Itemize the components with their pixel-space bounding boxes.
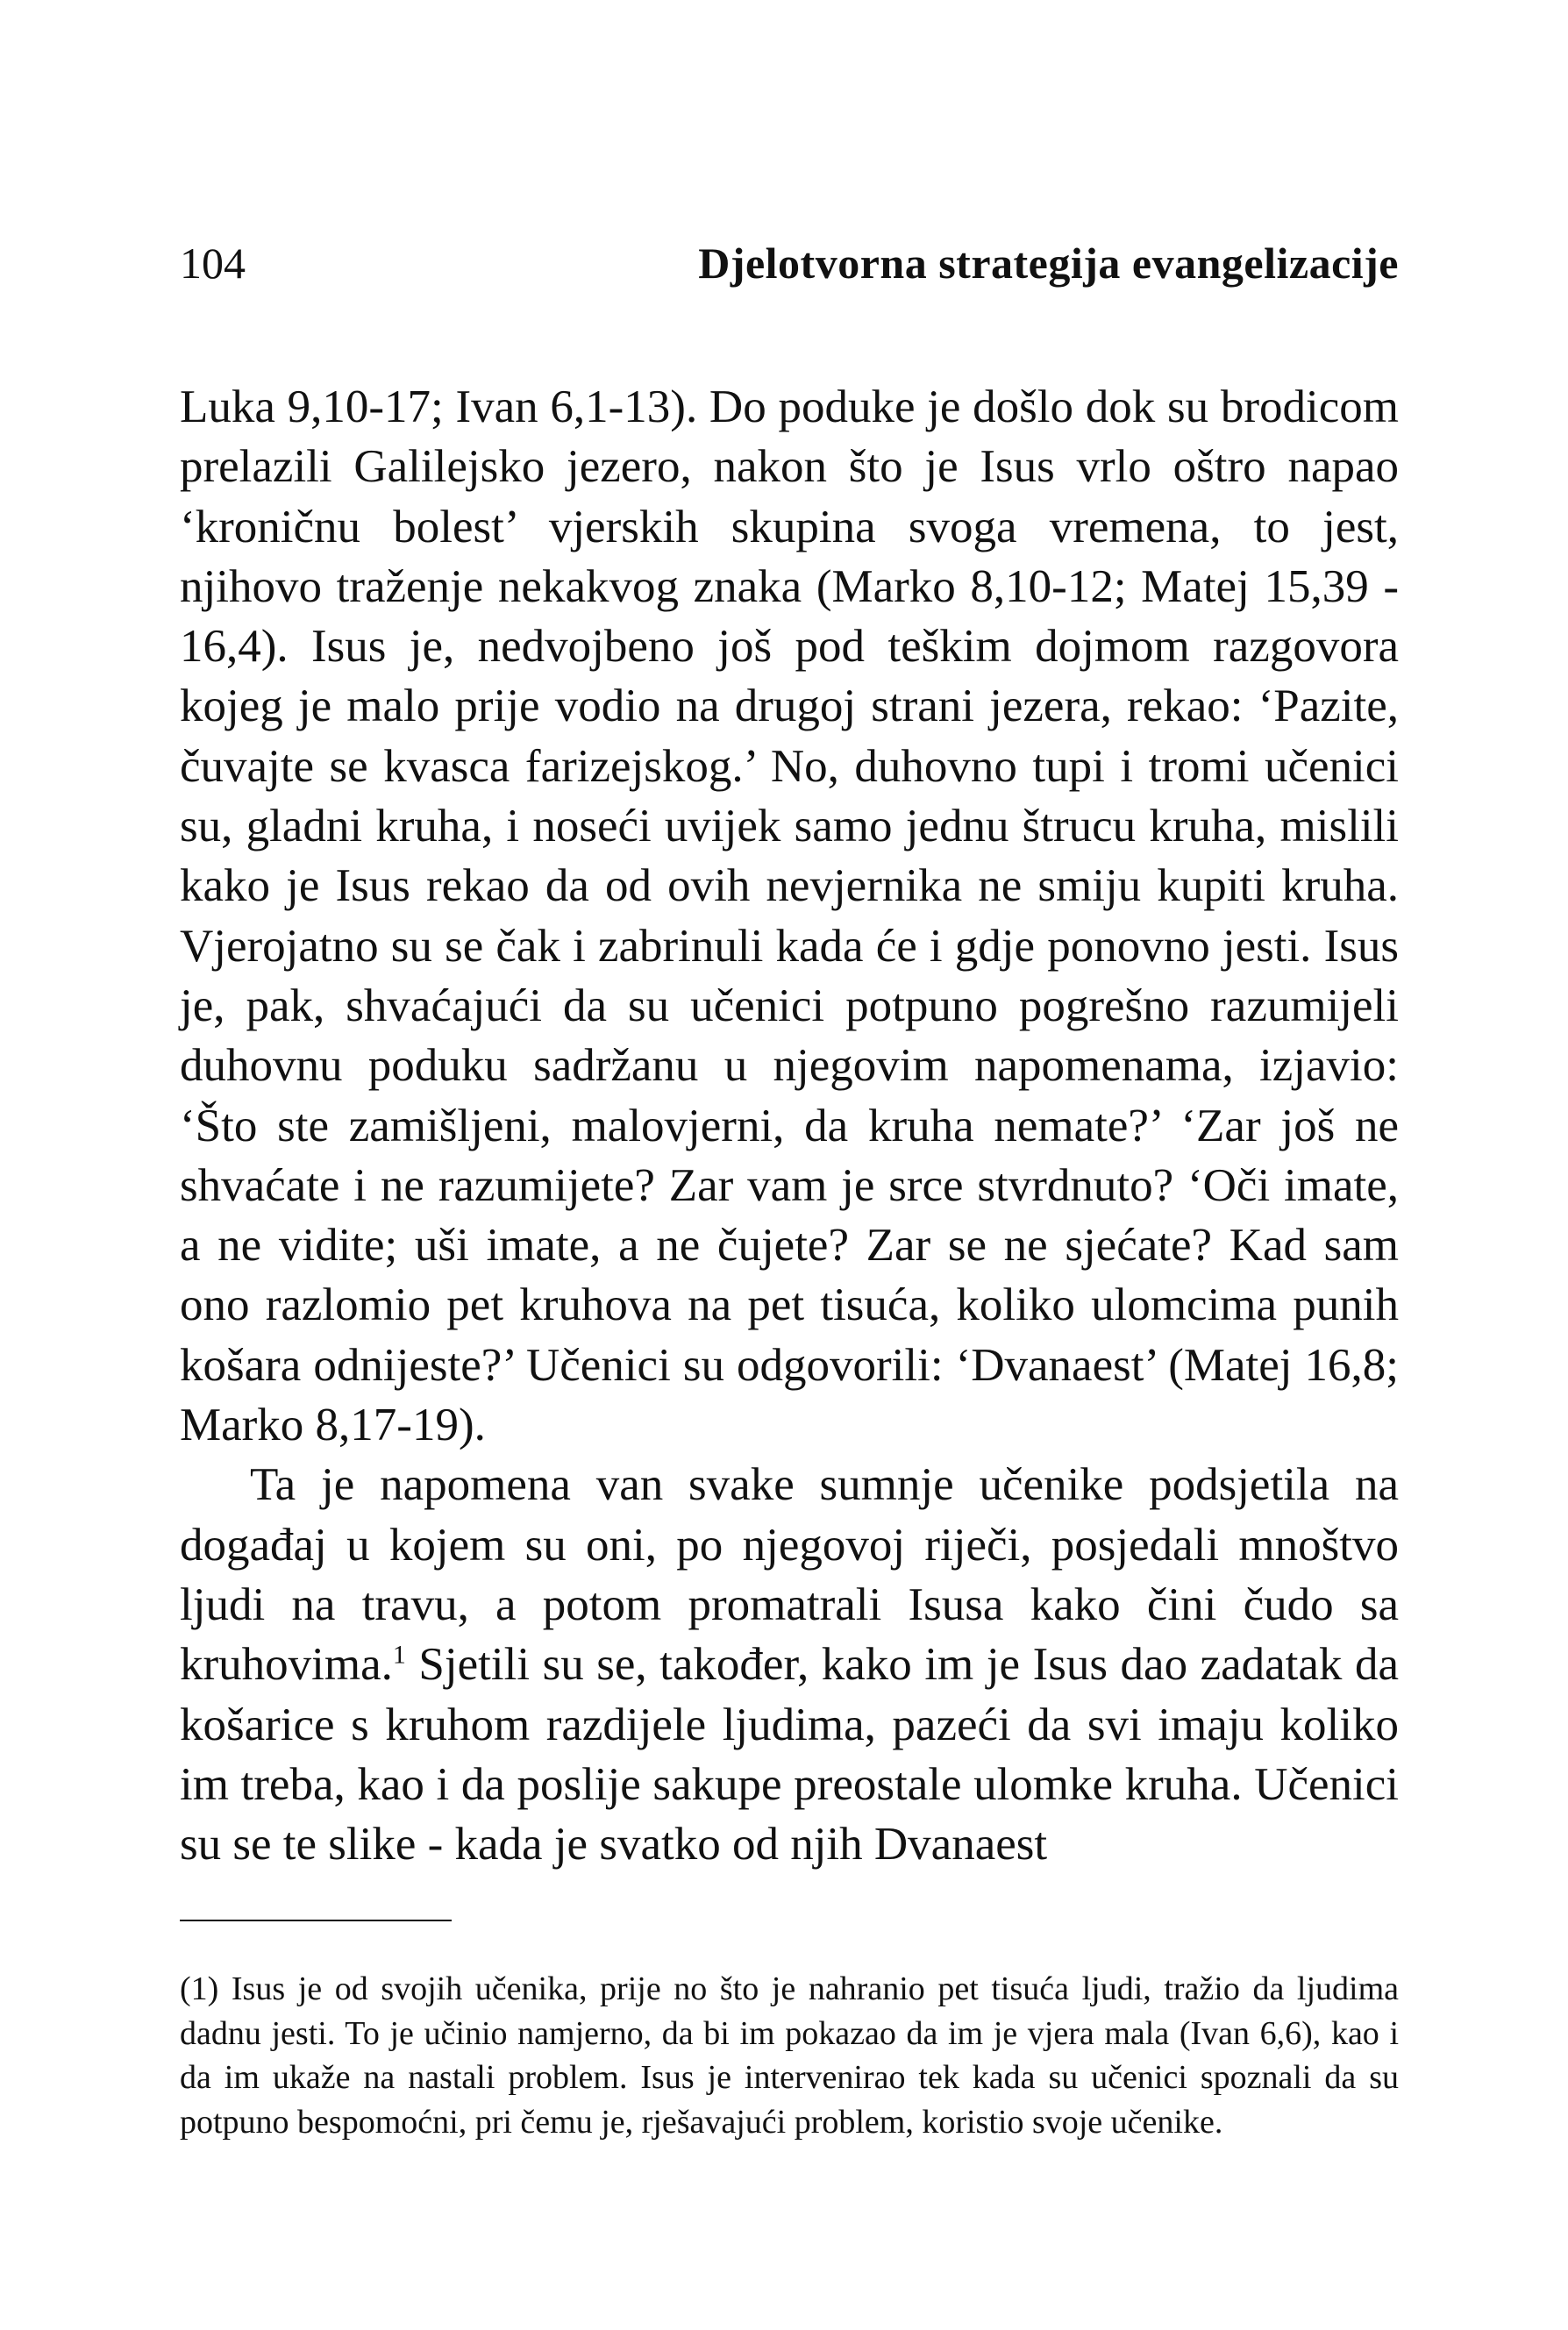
- footnote-reference[interactable]: 1: [392, 1640, 406, 1670]
- footnote-1: (1) Isus je od svojih učenika, prije no što je nahranio pet tisuća ljudi, tražio da ljudima dadnu jesti. To je učinio namjerno, da bi im pokazao da im je vjera mala (Ivan 6,6), kao i da im ukaže na nastali problem. Isus je intervenirao tek kada su učenici spoznali da su potpuno bespomoćni, pri čemu je, rješavajući problem, koristio svoje učenike.: [180, 1970, 1399, 2141]
- footnote-divider: [180, 1920, 452, 1921]
- running-title: Djelotvorna strategija evangelizacije: [698, 239, 1399, 288]
- body-text: [180, 377, 1399, 1874]
- paragraph-1: Luka 9,10-17; Ivan 6,1-13). Do poduke je došlo dok su brodicom prelazili Galilejsko jezero, nakon što je Isus vrlo oštro napao ‘kroničnu bolest’ vjerskih skupina svoga vremena, to jest, njihovo traženje nekakvog znaka (Marko 8,10-12; Matej 15,39 - 16,4). Isus je, nedvojbeno još pod teškim dojmom razgovora kojeg je malo prije vodio na drugoj strani jezera, rekao: ‘Pazite, čuvajte se kvasca farizejskog.’ No, duhovno tupi i tromi učenici su, gladni kruha, i noseći uvijek samo jednu štrucu kruha, mislili kako je Isus rekao da od ovih nevjernika ne smiju kupiti kruha. Vjerojatno su se čak i zabrinuli kada će i gdje ponovno jesti. Isus je, pak, shvaćajući da su učenici potpuno pogrešno razumijeli duhovnu poduku sadržanu u njegovim napomenama, izjavio: ‘Što ste zamišljeni, malovjerni, da kruha nemate?’ ‘Zar još ne shvaćate i ne razumijete? Zar vam je srce stvrdnuto? ‘Oči imate, a ne vidite; uši imate, a ne čujete? Zar se ne sjećate? Kad sam ono razlomio pet kruhova na pet tisuća, koliko ulomcima punih košara odnijeste?’ Učenici su odgovorili: ‘Dvanaest’ (Matej 16,8; Marko 8,17-19).: [180, 381, 1399, 1451]
- paragraph-2-text-start: Ta je napomena van svake sumnje učenike podsjetila na događaj u kojem su oni, po njegovoj riječi, posjedali mnoštvo ljudi na travu, a potom promatrali Isusa kako čini čudo sa kruhovima.: [180, 1459, 1399, 1691]
- page-number: 104: [180, 239, 246, 288]
- running-head: [180, 237, 1399, 289]
- paragraph-2: [180, 1455, 1399, 1874]
- book-page: [180, 237, 1399, 2144]
- paragraph-2-text-end: Sjetili su se, također, kako im je Isus dao zadatak da košarice s kruhom razdijele ljudima, pazeći da svi imaju koliko im treba, kao i da poslije sakupe preostale ulomke kruha. Učenici su se te slike - kada je svatko od njih Dvanaest: [180, 1639, 1399, 1870]
